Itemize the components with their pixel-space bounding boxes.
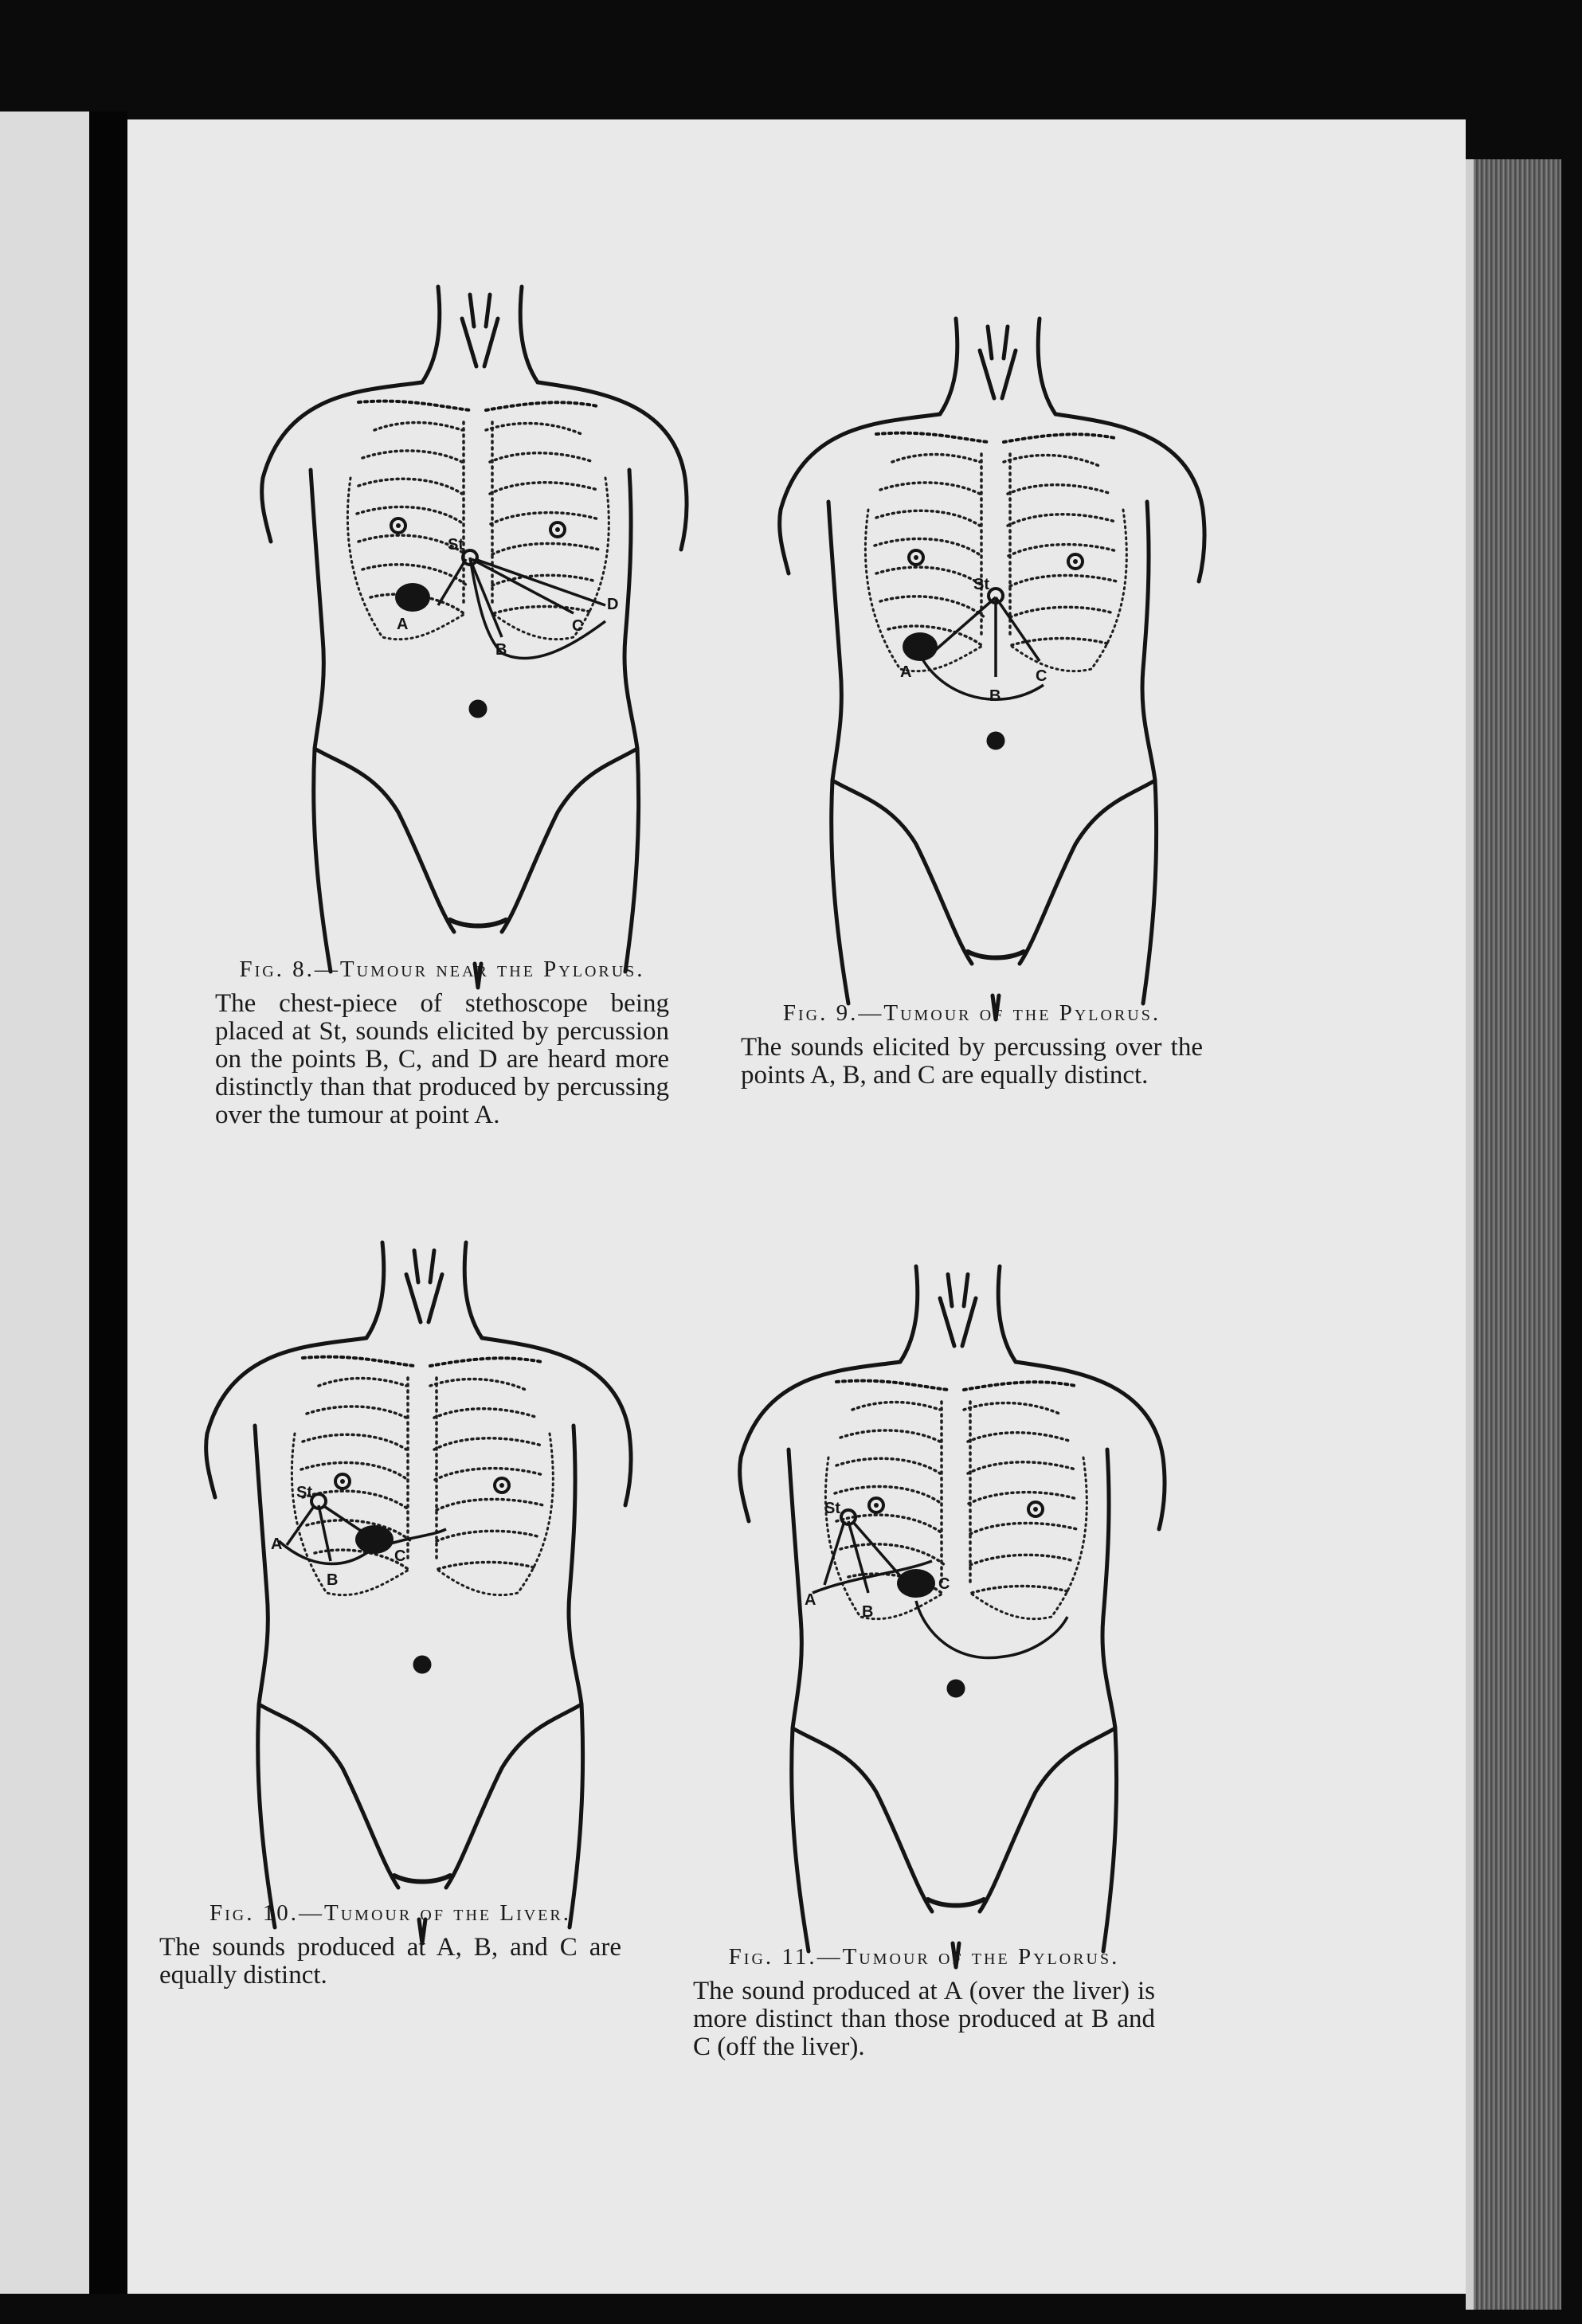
figure-11-caption: [693, 1943, 1155, 2061]
figure-8-caption: [215, 956, 669, 1129]
figure-9-torso-drawing: [757, 303, 1235, 1035]
figure-9-title: Fig. 9.—Tumour of the Pylorus.: [782, 1000, 1161, 1026]
fig11-label-b: B: [862, 1603, 874, 1621]
fig11-label-a: A: [805, 1591, 816, 1609]
fig10-label-st: St: [296, 1484, 312, 1501]
figure-10-torso-drawing: [183, 1227, 661, 1959]
fig9-label-a: A: [900, 663, 912, 681]
fig8-label-st: St: [448, 536, 464, 554]
figure-10-caption: [159, 1899, 621, 1989]
fig10-label-a: A: [271, 1536, 283, 1553]
figure-10-title: Fig. 10.—Tumour of the Liver.: [209, 1900, 571, 1926]
fig11-label-c: C: [938, 1575, 950, 1593]
fig8-label-b: B: [495, 641, 507, 659]
figure-8-title: Fig. 8.—Tumour near the Pylorus.: [239, 957, 645, 982]
fig8-label-d: D: [607, 596, 619, 613]
figure-11-torso-drawing: [717, 1250, 1195, 1983]
fig10-label-c: C: [394, 1547, 406, 1565]
figure-11-description: The sound produced at A (over the liver) is more distinct than those produced at B and C (off the liver).: [693, 1977, 1155, 2061]
fig9-label-b: B: [989, 687, 1001, 705]
fig9-label-c: C: [1036, 667, 1047, 685]
figure-8-description: The chest-piece of stethoscope being placed at St, sounds elicited by percussion on the points B, C, and D are heard more distinctly than that produced by percussing over the tumour at point A.: [215, 989, 669, 1129]
fig10-label-b: B: [327, 1571, 339, 1589]
fig8-label-c: C: [572, 617, 584, 635]
figure-11-title: Fig. 11.—Tumour of the Pylorus.: [728, 1944, 1120, 1970]
figure-8-torso-drawing: [239, 271, 717, 1004]
figure-9-caption: [741, 1000, 1203, 1090]
figure-10-description: The sounds produced at A, B, and C are equally distinct.: [159, 1933, 621, 1989]
fig9-label-st: St: [973, 576, 989, 593]
fig11-label-st: St: [824, 1500, 840, 1517]
fig8-label-a: A: [397, 616, 409, 633]
figure-9-description: The sounds elicited by percussing over the points A, B, and C are equally distinct.: [741, 1033, 1203, 1090]
